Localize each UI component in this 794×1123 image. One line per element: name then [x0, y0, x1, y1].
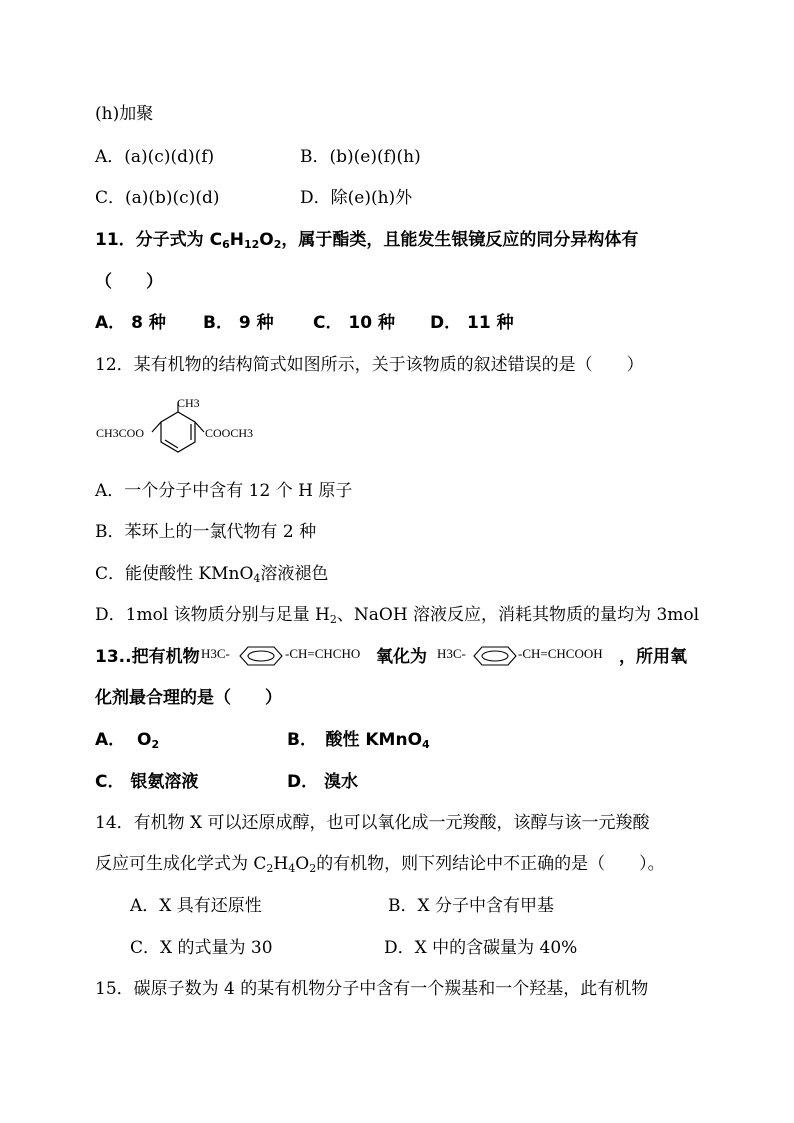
- q12-option-a: A．一个分子中含有 12 个 H 原子: [95, 481, 353, 501]
- q11-option-d: D． 11 种: [430, 313, 514, 333]
- q14-option-a: A．X 具有还原性: [130, 896, 262, 916]
- q10-option-d: D．除(e)(h)外: [300, 188, 413, 208]
- q10-option-a: A．(a)(c)(d)(f): [95, 147, 215, 167]
- q11-option-a: A． 8 种: [95, 313, 166, 333]
- q12-option-c: C．能使酸性 KMnO$_4$溶液褪色: [95, 564, 329, 585]
- q14-stem-line2: 反应可生成化学式为 $C_2H_4O_2$的有机物，则下列结论中不正确的是（ ）。: [95, 854, 665, 875]
- q14-stem-line1: 14．有机物 X 可以还原成醇，也可以氧化成一元羧酸，该醇与该一元羧酸: [95, 813, 650, 833]
- q11-stem: 11．分子式为 $C_6H_{12}O_2$，属于酯类，且能发生银镜反应的同分异构体有: [95, 230, 639, 251]
- q10-option-b: B．(b)(e)(f)(h): [300, 147, 421, 167]
- q10-option-c: C．(a)(b)(c)(d): [95, 188, 220, 208]
- q13-option-a: A． $O_2$: [95, 730, 160, 751]
- q11-option-b: B． 9 种: [203, 313, 274, 333]
- q13-stem-suffix: ，所用氧: [619, 647, 687, 667]
- q13-stem-middle: 氧化为: [376, 647, 427, 667]
- acetoxy-label: CH3COO: [96, 426, 145, 440]
- ester-label: COOCH3: [205, 426, 254, 440]
- q10-continuation: (h)加聚: [95, 104, 154, 124]
- q14-option-c: C．X 的式量为 30: [130, 938, 273, 958]
- q14-option-b: B．X 分子中含有甲基: [388, 896, 554, 916]
- q12-option-d: D．1mol 该物质分别与足量 $H_2$、NaOH 溶液反应，消耗其物质的量均为 3mol: [95, 605, 700, 626]
- methyl-label: CH3: [177, 396, 200, 410]
- q12-stem: 12．某有机物的结构简式如图所示，关于该物质的叙述错误的是（ ）: [95, 355, 644, 375]
- q14-option-d: D．X 中的含碳量为 40%: [384, 938, 578, 958]
- q13-option-b: B． 酸性 KMnO$_4$: [287, 730, 430, 751]
- q13-stem-prefix: 13..把有机物: [95, 647, 200, 667]
- q15-stem-line1: 15．碳原子数为 4 的某有机物分子中含有一个羰基和一个羟基，此有机物: [95, 979, 649, 999]
- q13-option-d: D． 溴水: [287, 772, 359, 792]
- q11-answer-paren: （ ）: [95, 272, 163, 292]
- q11-option-c: C． 10 种: [313, 313, 395, 333]
- q12-option-b: B．苯环上的一氯代物有 2 种: [95, 522, 317, 542]
- q13-option-c: C． 银氨溶液: [95, 772, 199, 792]
- q13-stem-line2: 化剂最合理的是（ ）: [95, 688, 282, 708]
